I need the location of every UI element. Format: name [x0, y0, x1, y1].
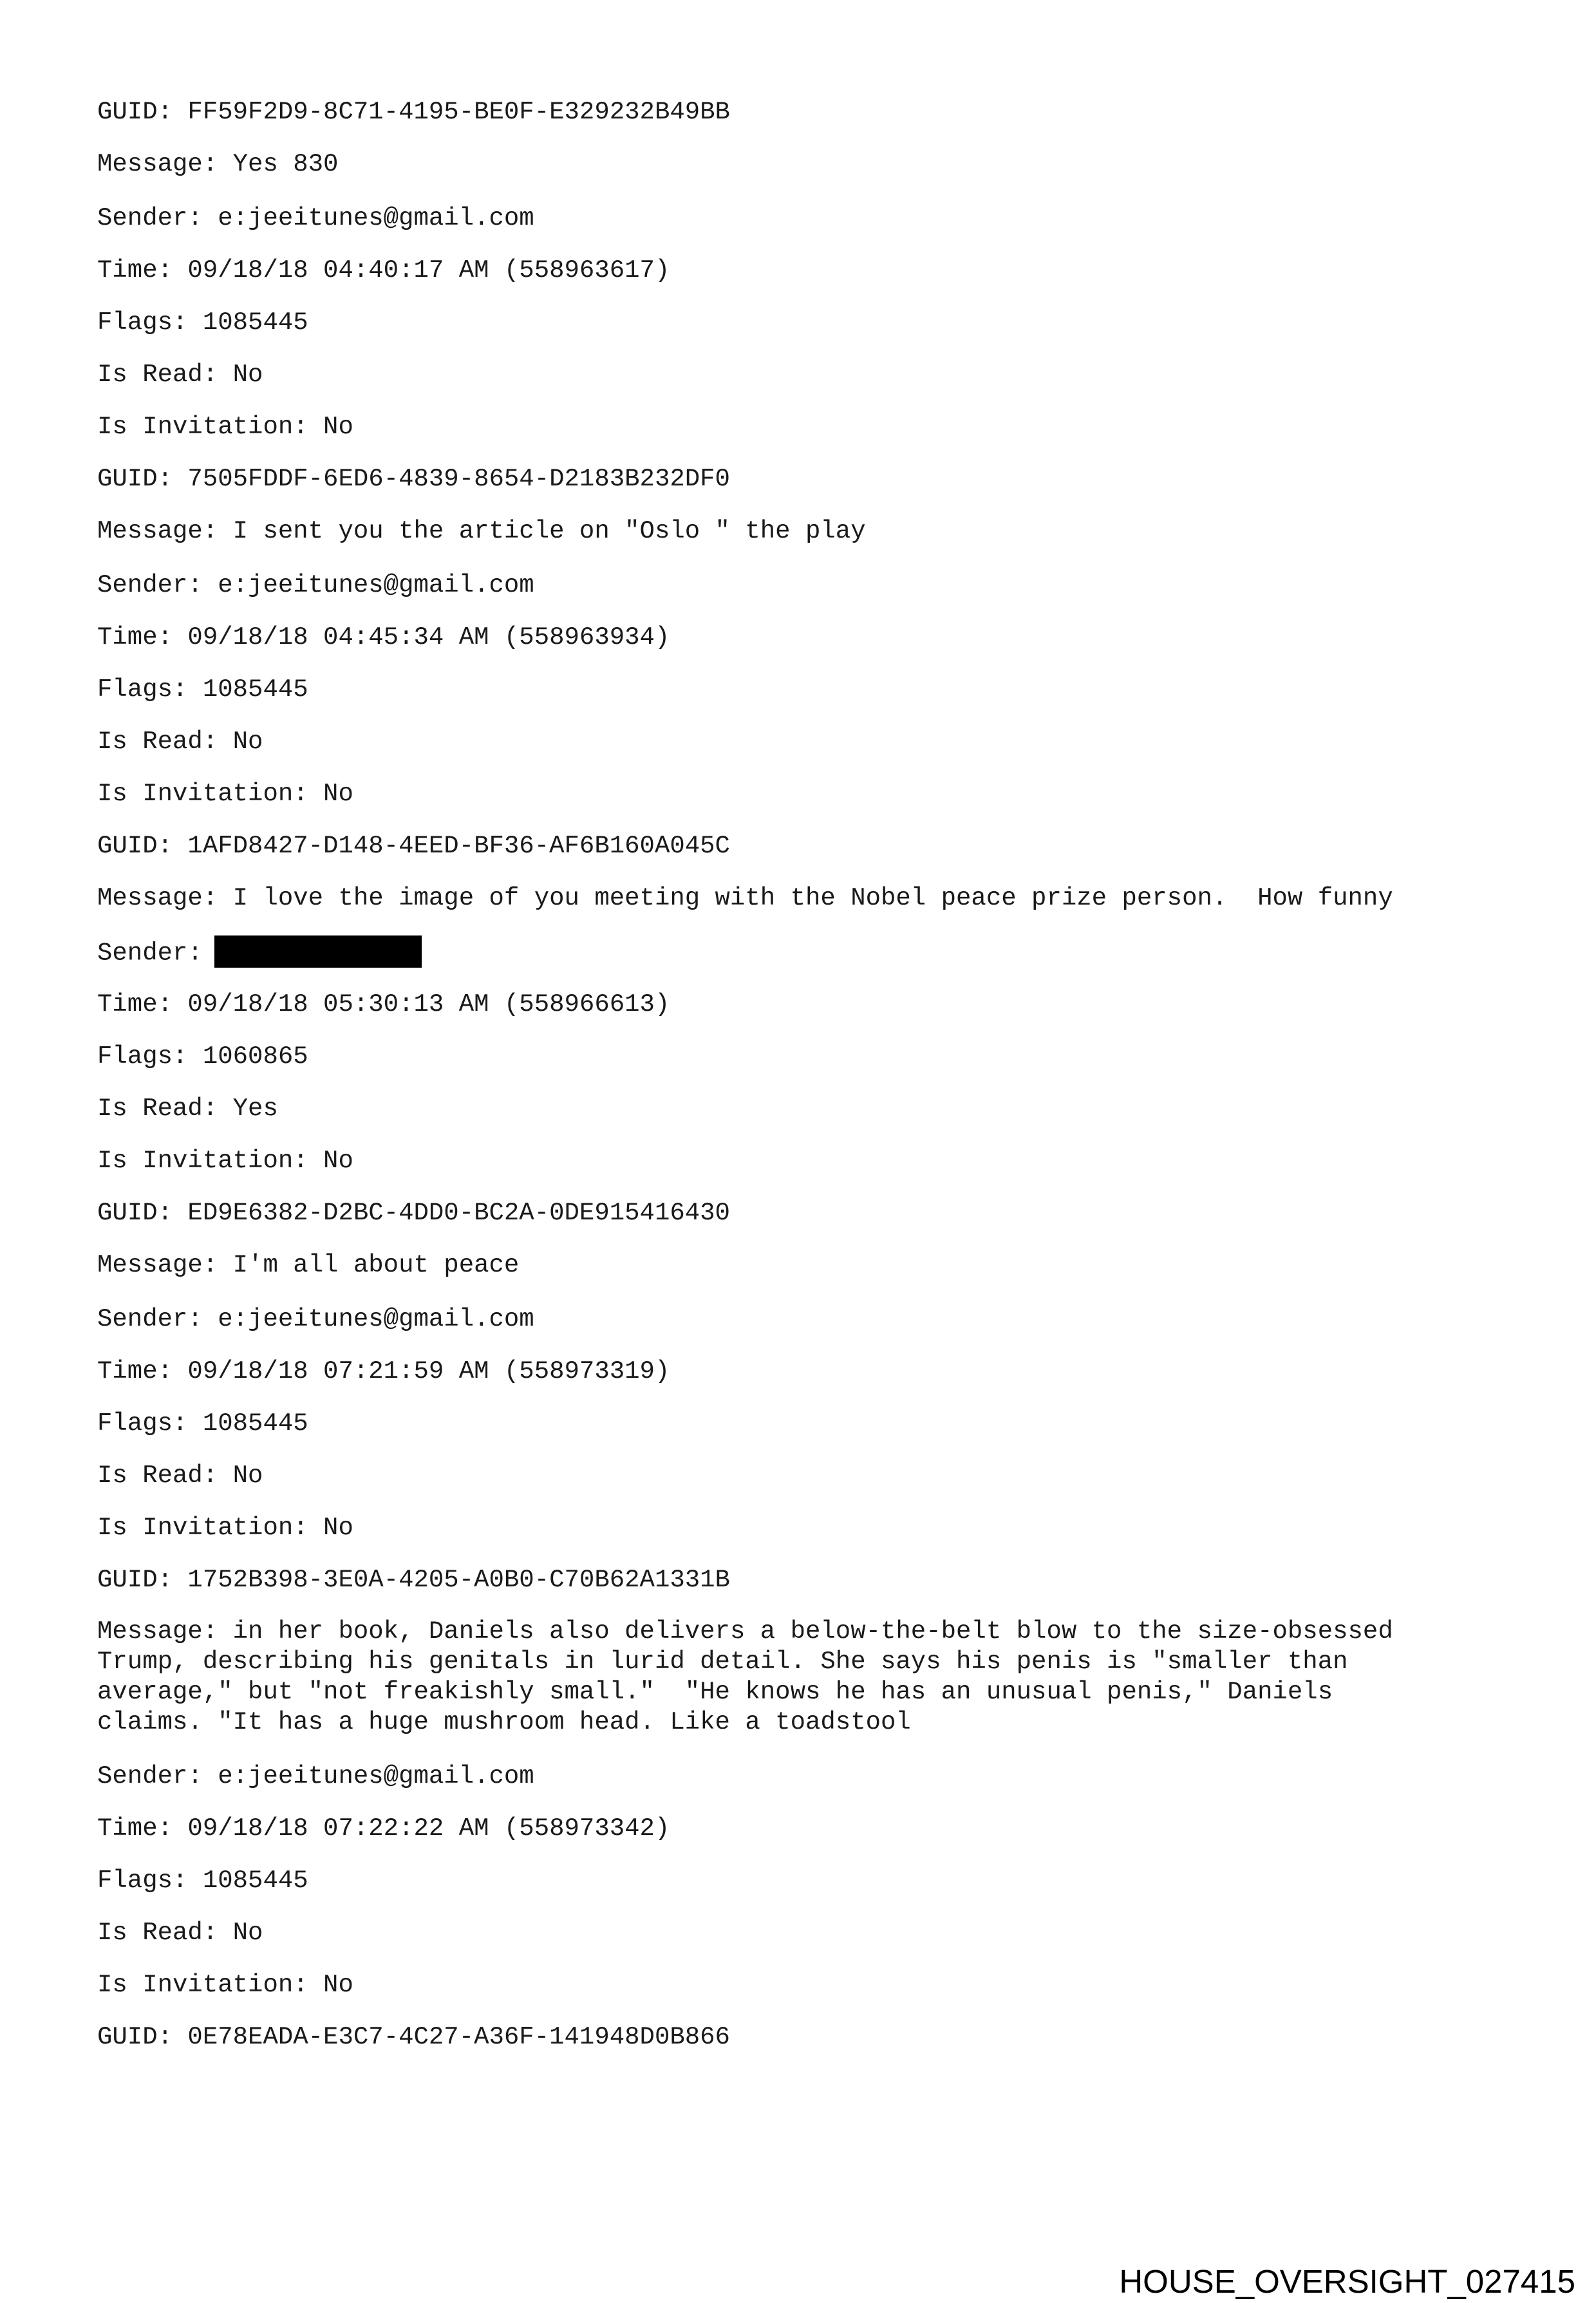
- record-is-invitation: Is Invitation: No: [97, 1514, 353, 1542]
- record-is-read: Is Read: No: [97, 728, 263, 756]
- record-sender: Sender:: [97, 939, 203, 968]
- record-sender: Sender: e:jeeitunes@gmail.com: [97, 571, 534, 599]
- record-time: Time: 09/18/18 07:22:22 AM (558973342): [97, 1814, 670, 1843]
- record-guid: GUID: 0E78EADA-E3C7-4C27-A36F-141948D0B866: [97, 2023, 730, 2051]
- record-sender-row: [97, 937, 1501, 968]
- record-guid: GUID: 7505FDDF-6ED6-4839-8654-D2183B232DF0: [97, 465, 730, 493]
- record-message: Message: I love the image of you meeting with the Nobel peace prize person. How funny: [97, 884, 1393, 912]
- message-log: [97, 97, 1501, 2074]
- record-guid: GUID: 1AFD8427-D148-4EED-BF36-AF6B160A045C: [97, 832, 730, 860]
- record-is-invitation: Is Invitation: No: [97, 780, 353, 808]
- record-guid: GUID: 1752B398-3E0A-4205-A0B0-C70B62A1331B: [97, 1566, 730, 1594]
- record-is-read: Is Read: No: [97, 1919, 263, 1947]
- record-is-invitation: Is Invitation: No: [97, 413, 353, 441]
- record-time: Time: 09/18/18 04:40:17 AM (558963617): [97, 256, 670, 285]
- bates-number: HOUSE_OVERSIGHT_027415: [1119, 2263, 1575, 2300]
- record-message: Message: I'm all about peace: [97, 1251, 520, 1279]
- record-flags: Flags: 1060865: [97, 1042, 308, 1071]
- record-flags: Flags: 1085445: [97, 1409, 308, 1438]
- record-time: Time: 09/18/18 05:30:13 AM (558966613): [97, 990, 670, 1019]
- record-guid: GUID: FF59F2D9-8C71-4195-BE0F-E329232B49BB: [97, 98, 730, 126]
- record-message: Message: Yes 830: [97, 150, 339, 178]
- record-is-read: Is Read: No: [97, 361, 263, 389]
- record-flags: Flags: 1085445: [97, 308, 308, 337]
- record-time: Time: 09/18/18 07:21:59 AM (558973319): [97, 1357, 670, 1386]
- record-message: Message: in her book, Daniels also delivers a below-the-belt blow to the size-obsessed Trump, describing his genitals in lurid detail. She says his penis is "smaller than average," but "not freakishly small." "He knows he has an unusual penis," Daniels claims. "It has a huge mushroom head. Like a toadstool: [97, 1617, 1393, 1736]
- record-guid: GUID: ED9E6382-D2BC-4DD0-BC2A-0DE915416430: [97, 1199, 730, 1227]
- record-sender: Sender: e:jeeitunes@gmail.com: [97, 204, 534, 232]
- redaction-box: [214, 935, 422, 968]
- record-sender: Sender: e:jeeitunes@gmail.com: [97, 1305, 534, 1333]
- record-flags: Flags: 1085445: [97, 675, 308, 704]
- record-is-invitation: Is Invitation: No: [97, 1147, 353, 1175]
- record-is-read: Is Read: No: [97, 1462, 263, 1490]
- record-is-invitation: Is Invitation: No: [97, 1971, 353, 1999]
- record-is-read: Is Read: Yes: [97, 1095, 278, 1123]
- record-sender: Sender: e:jeeitunes@gmail.com: [97, 1762, 534, 1791]
- record-message: Message: I sent you the article on "Oslo " the play: [97, 517, 866, 545]
- record-time: Time: 09/18/18 04:45:34 AM (558963934): [97, 623, 670, 652]
- record-flags: Flags: 1085445: [97, 1866, 308, 1895]
